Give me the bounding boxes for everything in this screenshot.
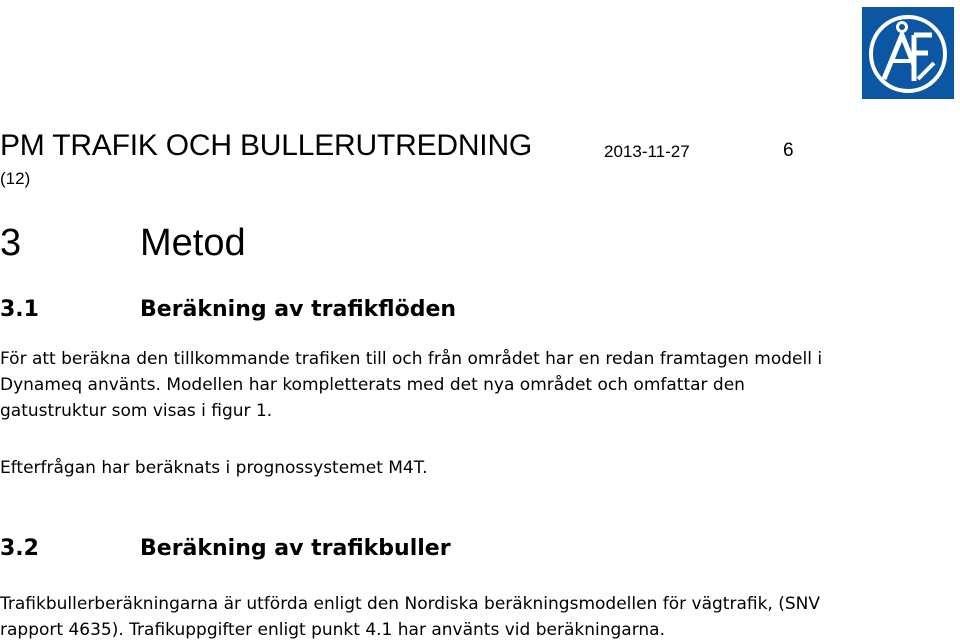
- section-number: 3.1: [0, 297, 39, 322]
- section-title: Beräkning av trafikbuller: [140, 536, 451, 561]
- body-paragraph: För att beräkna den tillkommande trafiken till och från området har en redan framtagen modell i Dynameq använts. Modellen har kompletterats med det nya området och omfattar den gatustruktur som visas i figur 1.: [0, 349, 823, 421]
- company-logo: [862, 7, 954, 99]
- document-title: PM TRAFIK OCH BULLERUTREDNING: [0, 129, 533, 162]
- document-date: 2013-11-27: [604, 142, 690, 161]
- page-number: 6: [783, 140, 794, 161]
- body-paragraph: Trafikbullerberäkningarna är utförda enligt den Nordiska beräkningsmodellen för vägtrafik, (SNV rapport 4635). Trafikuppgifter enligt punkt 4.1 har använts vid beräkningarna.: [0, 594, 820, 640]
- section-number: 3.2: [0, 536, 39, 561]
- section-title: Beräkning av trafikflöden: [140, 297, 457, 322]
- chapter-title: Metod: [140, 222, 246, 264]
- chapter-number: 3: [0, 222, 22, 264]
- total-pages: (12): [0, 169, 31, 188]
- af-logo-icon: [862, 7, 954, 99]
- body-paragraph: Efterfrågan har beräknats i prognossystemet M4T.: [0, 458, 428, 478]
